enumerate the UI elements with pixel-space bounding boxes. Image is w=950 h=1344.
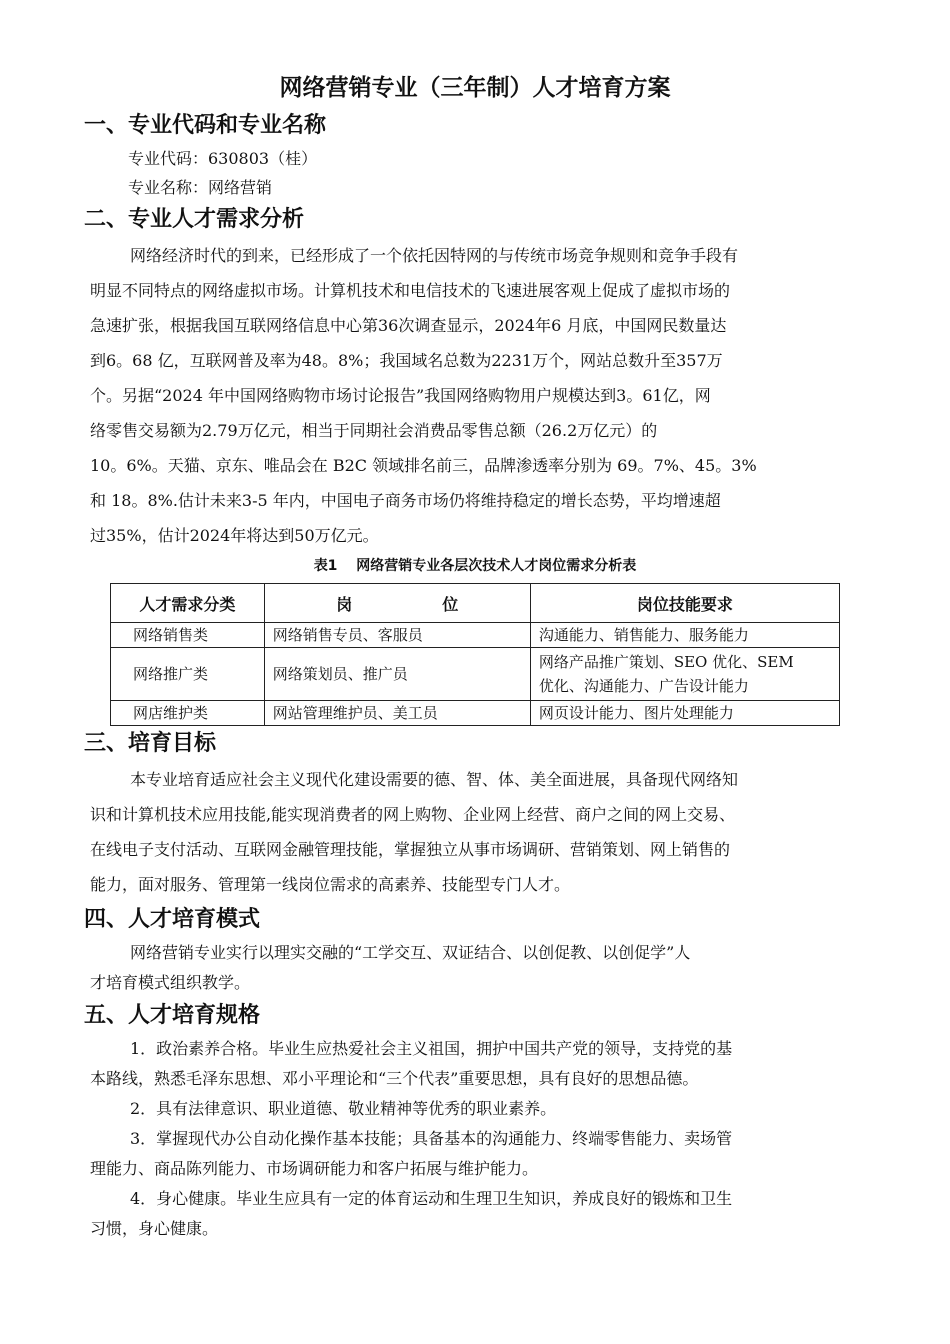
training-mode-paragraph	[90, 938, 860, 998]
header-post-right: 位	[442, 594, 459, 614]
table-row	[111, 648, 840, 701]
paragraph-line: 网络经济时代的到来，已经形成了一个依托因特网的与传统市场竞争规则和竞争手段有	[130, 246, 739, 265]
list-item: 3．掌握现代办公自动化操作基本技能；具备基本的沟通能力、终端零售能力、卖场管	[130, 1129, 733, 1148]
cell-skills	[530, 648, 839, 701]
paragraph-line: 能力，面对服务、管理第一线岗位需求的高素养、技能型专门人才。	[90, 875, 571, 894]
paragraph-line: 10。6%。天猫、京东、唯品会在 B2C 领域排名前三，品牌渗透率分别为 69。7%、45。3%	[90, 456, 757, 475]
paragraph-line: 过35%，估计2024年将达到50万亿元。	[90, 526, 379, 545]
major-name-line: 专业名称：网络营销	[128, 178, 273, 197]
table-header-row	[111, 584, 840, 623]
list-item: 2．具有法律意识、职业道德、敬业精神等优秀的职业素养。	[130, 1099, 557, 1118]
document-title: 网络营销专业（三年制）人才培育方案	[279, 75, 671, 101]
section-heading-1: 一、专业代码和专业名称	[84, 113, 327, 138]
training-spec-list	[90, 1034, 860, 1244]
list-item: 1．政治素养合格。毕业生应热爱社会主义祖国，拥护中国共产党的领导，支持党的基	[130, 1039, 733, 1058]
paragraph-line: 络零售交易额为2.79万亿元，相当于同期社会消费品零售总额（26.2万亿元）的	[90, 421, 658, 440]
table-row	[111, 701, 840, 726]
section-heading-2: 二、专业人才需求分析	[84, 207, 305, 232]
paragraph-line: 网络营销专业实行以理实交融的“工学交互、双证结合、以创促教、以创促学”人	[130, 943, 691, 962]
cell-category: 网店维护类	[111, 701, 265, 726]
header-post	[264, 584, 530, 623]
section-heading-5: 五、人才培育规格	[84, 1003, 261, 1028]
cell-category: 网络销售类	[111, 623, 265, 648]
paragraph-line: 到6。68 亿，互联网普及率为48。8%；我国域名总数为2231万个，网站总数升至357万	[90, 351, 723, 370]
demand-analysis-paragraph	[90, 238, 860, 553]
table-caption: 表1 网络营销专业各层次技术人才岗位需求分析表	[313, 558, 637, 574]
paragraph-line: 和 18。8%.估计未来3-5 年内，中国电子商务市场仍将维持稳定的增长态势，平均增速超	[90, 491, 721, 510]
header-skills: 岗位技能要求	[530, 584, 839, 623]
list-item-continuation: 理能力、商品陈列能力、市场调研能力和客户拓展与维护能力。	[90, 1159, 539, 1178]
paragraph-line: 急速扩张，根据我国互联网络信息中心第36次调查显示，2024年6 月底，中国网民数量达	[90, 316, 727, 335]
cell-posts: 网络销售专员、客服员	[264, 623, 530, 648]
major-code-line: 专业代码：630803（桂）	[128, 149, 318, 168]
header-category: 人才需求分类	[111, 584, 265, 623]
talent-demand-table	[110, 583, 840, 726]
cell-skills: 网页设计能力、图片处理能力	[530, 701, 839, 726]
paragraph-line: 才培育模式组织教学。	[90, 973, 251, 992]
paragraph-line: 识和计算机技术应用技能,能实现消费者的网上购物、企业网上经营、商户之间的网上交易、	[90, 805, 736, 824]
paragraph-line: 在线电子支付活动、互联网金融管理技能，掌握独立从事市场调研、营销策划、网上销售的	[90, 840, 731, 859]
section-heading-4: 四、人才培育模式	[84, 907, 261, 932]
table-row	[111, 623, 840, 648]
cell-category: 网络推广类	[111, 648, 265, 701]
cell-skills: 沟通能力、销售能力、服务能力	[530, 623, 839, 648]
list-item: 4．身心健康。毕业生应具有一定的体育运动和生理卫生知识，养成良好的锻炼和卫生	[130, 1189, 733, 1208]
list-item-continuation: 本路线，熟悉毛泽东思想、邓小平理论和“三个代表”重要思想，具有良好的思想品德。	[90, 1069, 699, 1088]
cell-posts: 网站管理维护员、美工员	[264, 701, 530, 726]
paragraph-line: 明显不同特点的网络虚拟市场。计算机技术和电信技术的飞速进展客观上促成了虚拟市场的	[90, 281, 731, 300]
training-goal-paragraph	[90, 762, 860, 902]
cell-posts: 网络策划员、推广员	[264, 648, 530, 701]
cell-skills-line: 网络产品推广策划、SEO 优化、SEM	[538, 653, 794, 671]
paragraph-line: 本专业培育适应社会主义现代化建设需要的德、智、体、美全面进展，具备现代网络知	[130, 770, 739, 789]
list-item-continuation: 习惯，身心健康。	[90, 1219, 219, 1238]
section-heading-3: 三、培育目标	[84, 731, 217, 756]
cell-skills-line: 优化、沟通能力、广告设计能力	[538, 677, 749, 695]
header-post-left: 岗	[336, 594, 353, 614]
paragraph-line: 个。另据“2024 年中国网络购物市场讨论报告”我国网络购物用户规模达到3。61亿，网	[90, 386, 711, 405]
